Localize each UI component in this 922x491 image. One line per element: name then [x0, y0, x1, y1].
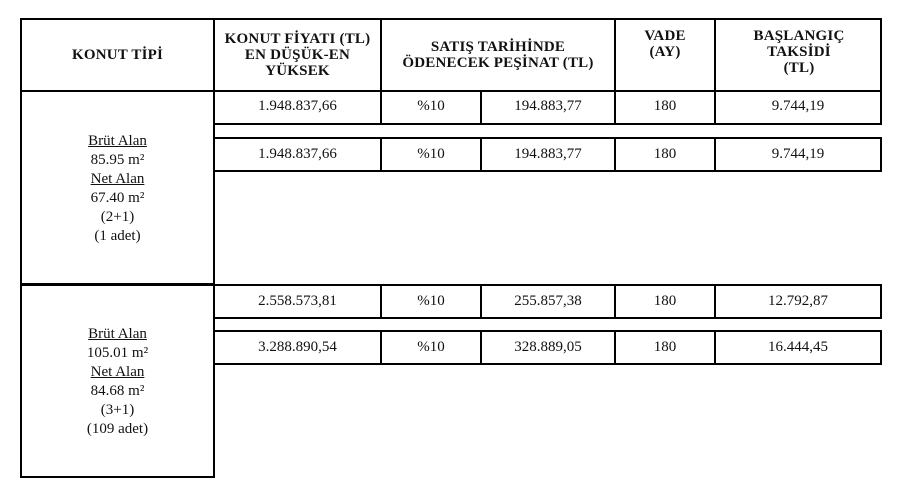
unit-count: (109 adet)	[86, 421, 149, 437]
header-konut-fiyati-l3: YÜKSEK	[265, 63, 330, 79]
header-konut-fiyati-l1: KONUT FİYATI (TL)	[224, 31, 371, 47]
percent-cell: %10	[417, 146, 445, 162]
header-konut-tipi: KONUT TİPİ	[71, 47, 164, 63]
header-pesinat	[382, 20, 614, 90]
installment-cell: 9.744,19	[771, 146, 825, 162]
net-value: 67.40 m²	[90, 190, 145, 206]
net-label: Net Alan	[90, 364, 145, 380]
percent-cell: %10	[417, 293, 445, 309]
header-taksit-l3: (TL)	[783, 60, 815, 76]
price-cell: 3.288.890,54	[258, 339, 337, 355]
term-cell: 180	[653, 98, 677, 114]
price-cell: 1.948.837,66	[258, 98, 337, 114]
header-taksit-l2: TAKSİDİ	[767, 44, 831, 60]
term-cell: 180	[653, 293, 677, 309]
price-cell: 2.558.573,81	[258, 293, 337, 309]
rooms: (2+1)	[100, 209, 135, 225]
brut-value: 105.01 m²	[86, 345, 149, 361]
header-pesinat-l2: ÖDENECEK PEŞİNAT (TL)	[402, 55, 594, 71]
rooms: (3+1)	[100, 402, 135, 418]
brut-label: Brüt Alan	[88, 326, 147, 342]
konut-tipi-info-2	[22, 325, 213, 439]
percent-cell: %10	[417, 98, 445, 114]
term-cell: 180	[653, 146, 677, 162]
header-vade-l1: VADE	[644, 28, 686, 44]
down-payment-cell: 194.883,77	[514, 146, 582, 162]
installment-cell: 16.444,45	[768, 339, 828, 355]
konut-tipi-info-1	[22, 132, 213, 246]
unit-count: (1 adet)	[94, 228, 141, 244]
down-payment-cell: 328.889,05	[514, 339, 582, 355]
brut-label: Brüt Alan	[88, 133, 147, 149]
header-taksit	[716, 20, 882, 90]
header-konut-fiyati-l2: EN DÜŞÜK-EN	[244, 47, 351, 63]
down-payment-cell: 194.883,77	[514, 98, 582, 114]
price-cell: 1.948.837,66	[258, 146, 337, 162]
header-vade-l2: (AY)	[649, 44, 681, 60]
down-payment-cell: 255.857,38	[514, 293, 582, 309]
net-label: Net Alan	[90, 171, 145, 187]
header-taksit-l1: BAŞLANGIÇ	[753, 28, 845, 44]
installment-cell: 9.744,19	[771, 98, 825, 114]
term-cell: 180	[653, 339, 677, 355]
net-value: 84.68 m²	[90, 383, 145, 399]
installment-cell: 12.792,87	[768, 293, 828, 309]
header-konut-fiyati	[215, 20, 380, 90]
header-vade	[616, 20, 714, 90]
brut-value: 85.95 m²	[90, 152, 145, 168]
percent-cell: %10	[417, 339, 445, 355]
header-pesinat-l1: SATIŞ TARİHİNDE	[430, 39, 566, 55]
